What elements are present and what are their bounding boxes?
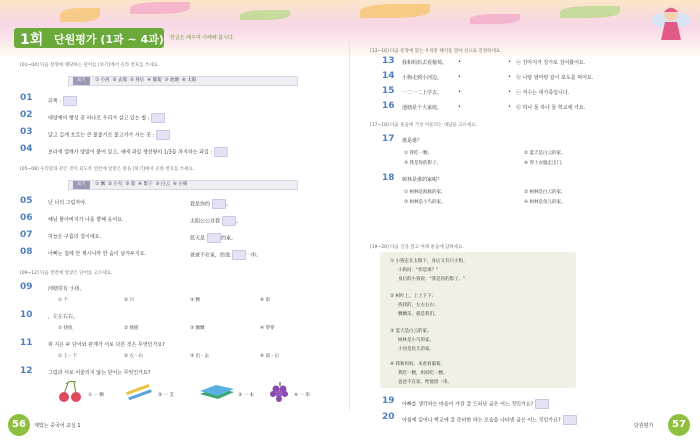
question-number: 19 <box>382 396 395 406</box>
leaf-decoration <box>60 8 100 22</box>
question-18: 树林是谁的家呢？ <box>402 177 443 183</box>
question-11: 위 지은 두 단어와 관계가 서로 다른 것은 무엇인가요? <box>48 342 165 348</box>
passage-3-line: 小河是鱼儿的家。 <box>398 347 434 352</box>
question-06-korean: 해님 할아버지가 나를 향해 웃어요. <box>48 217 124 223</box>
option[interactable]: ① 上 - 下 <box>58 354 77 359</box>
leaf-decoration <box>130 2 190 14</box>
question-number: 07 <box>20 230 33 240</box>
cherries-picture <box>56 380 86 404</box>
passage-1-line: 身后的小狗说："我是你的影子。" <box>398 277 466 282</box>
instruction-01-04: [01~04] 다음 설명에 해당하는 단어를 [보기]에서 골라 번호를 쓰세요. <box>20 63 160 68</box>
question-05-korean: 난 너의 그림자야. <box>48 200 87 206</box>
question-number: 05 <box>20 196 33 206</box>
match-dot[interactable]: • <box>508 74 511 80</box>
word-bank-label: 보기 <box>73 181 90 189</box>
answer-box[interactable] <box>222 216 236 226</box>
match-dot[interactable]: • <box>458 59 461 65</box>
match-option-a: ⓐ 강아지가 강가로 걸어왔어요. <box>516 60 586 66</box>
page-number-right: 57 <box>668 414 690 436</box>
question-number: 09 <box>20 282 33 292</box>
option[interactable]: ④ 前 - 后 <box>260 354 279 359</box>
passage-3-line: ③ 蓝天是白云的家。 <box>390 329 432 334</box>
question-04: 보라색 열매가 양말이 붙어 있고, 새에 과일 쟁선량의 1/3을 차지하는 과일 : <box>48 147 228 157</box>
answer-box[interactable] <box>563 415 577 425</box>
question-number: 18 <box>382 173 395 183</box>
option[interactable]: ② 蓝天是白云的家。 <box>524 151 566 156</box>
question-10: ，左左右右。 <box>48 314 79 320</box>
leaf-decoration <box>560 6 620 18</box>
option[interactable]: ② 树林是白云的家。 <box>524 190 566 195</box>
question-number: 16 <box>382 101 395 111</box>
option[interactable]: ① 一 颗 <box>88 393 104 398</box>
instruction-19-20: [19~20] 다음 글을 읽고 아래 물음에 답하세요. <box>370 245 464 250</box>
option[interactable]: ① 我吃一颗。 <box>404 151 432 156</box>
question-number: 02 <box>20 110 33 120</box>
question-03: 달고 길게 흐르는 큰 물줄기로 물고기가 사는 곳 : <box>48 130 170 140</box>
section-footer: 단원평가 <box>634 423 654 429</box>
question-06-chinese: 太阳公公对我 。 <box>190 216 241 226</box>
word-option: ② 去那 <box>112 78 127 83</box>
word-option: ⑤ 池塘 <box>164 78 179 83</box>
question-number: 11 <box>20 338 33 348</box>
question-number: 01 <box>20 93 33 103</box>
question-number: 04 <box>20 144 33 154</box>
answer-box[interactable] <box>207 233 221 243</box>
passage-2-line: ② 树叶上，上上下下； <box>390 294 436 299</box>
word-option: ④ 葡萄 <box>147 78 162 83</box>
question-05-chinese: 我是你的 。 <box>190 199 231 209</box>
books-picture <box>198 382 236 402</box>
page-number-left: 56 <box>8 414 30 436</box>
word-option: ⑤ 白云 <box>155 182 170 187</box>
question-number: 08 <box>20 247 33 257</box>
header-tip: 한글은 배우며 이해해 봅시다. <box>170 35 235 41</box>
word-bank-1 <box>68 76 298 86</box>
match-option-d: ⓓ 하나 둘 하나 둘 학교에 가요. <box>516 105 586 111</box>
page-divider <box>349 40 350 410</box>
fairy-illustration <box>650 2 692 44</box>
word-option: ⑥ 太阳 <box>181 78 197 83</box>
question-number: 17 <box>382 134 395 144</box>
answer-box[interactable] <box>214 147 228 157</box>
passage-1-line: 小狗问："你是谁？" <box>398 268 439 273</box>
option[interactable]: ① 找找 <box>58 326 73 331</box>
question-number: 12 <box>20 366 33 376</box>
leaf-decoration <box>360 4 430 18</box>
word-option: ① 飘 <box>95 182 106 187</box>
question-17: 谁是谁？ <box>402 138 423 144</box>
passage-4-line: 爸爸不在家，给他留一串。 <box>398 380 452 385</box>
word-option: ② 小鸟 <box>107 182 123 187</box>
instruction-13-16: [13~16] 다음 문장에 맞는 우리말 해석을 찾아 선으로 연결하세요. <box>370 49 502 54</box>
word-option: ④ 影子 <box>138 182 153 187</box>
question-20: 아침에 일어나 학교에 잘 준비한 하는 모습을 나타낸 글은 어느 것인가요? <box>402 415 577 425</box>
question-number: 13 <box>382 56 395 66</box>
question-15: 一二一二上学去。 <box>402 90 443 96</box>
match-option-b: ⓑ 나랑 엄마랑 같이 포도를 먹어요. <box>516 75 594 81</box>
option[interactable]: ④ 穿上衣服走出门。 <box>524 161 566 166</box>
question-07-korean: 하늘은 구름의 집이에요. <box>48 234 102 240</box>
match-dot[interactable]: • <box>508 104 511 110</box>
question-16: 池塘是个大家庭。 <box>402 105 443 111</box>
question-number: 10 <box>20 310 33 320</box>
answer-box[interactable] <box>212 199 226 209</box>
passage-2-line: 找找的，左左右右； <box>398 303 439 308</box>
instruction-09-12: [09~12] 다음 빈칸에 알맞은 단어를 고르세요. <box>20 271 113 276</box>
question-number: 15 <box>382 86 395 96</box>
instruction-05-08: [05~08] 우리말과 같은 것이 되도록 빈칸에 알맞은 말을 [보기]에서 골라 번호를 쓰세요. <box>20 167 195 172</box>
passage-2-line: 飘飘乐，就是我们。 <box>398 312 439 317</box>
page-title: 단원평가 (1과 ~ 4과) <box>54 33 164 46</box>
option[interactable]: ② 摇摇 <box>124 326 139 331</box>
book-title: 재밌는 중국어 교실 1 <box>34 423 81 429</box>
match-option-c: ⓒ 저수는 대가족입니다. <box>516 90 570 96</box>
option[interactable]: ② 左 - 右 <box>124 354 143 359</box>
word-option: ③ 寞 <box>125 182 136 187</box>
word-bank-2 <box>68 180 298 190</box>
question-09: 河塘里有 小鱼。 <box>48 286 85 292</box>
match-dot[interactable]: • <box>458 74 461 80</box>
instruction-17-18: [17~18] 다음 물음에 가장 어울리는 대답을 고르세요. <box>370 123 477 128</box>
option[interactable]: ④ 穿穿 <box>260 326 275 331</box>
match-dot[interactable]: • <box>458 89 461 95</box>
option[interactable]: ④ 串 <box>260 298 270 303</box>
option[interactable]: ③ 我是你的影子。 <box>404 161 441 166</box>
word-bank-label: 보기 <box>73 77 90 85</box>
question-number: 14 <box>382 71 395 81</box>
word-option: ① 小河 <box>95 78 110 83</box>
option[interactable]: ② 只 <box>124 298 134 303</box>
question-08-chinese: 爸爸不在家，给他 一串。 <box>190 250 261 260</box>
option[interactable]: ① 树林是海豚的家。 <box>404 190 446 195</box>
option[interactable]: ③ 树林是小鸟的家。 <box>404 200 446 205</box>
unit-number: 1회 <box>20 32 44 48</box>
leaf-decoration <box>240 10 290 20</box>
match-dot[interactable]: • <box>508 89 511 95</box>
question-02: 태양계의 행성 중 하나로 우리가 살고 있는 별 : <box>48 113 165 123</box>
match-dot[interactable]: • <box>508 59 511 65</box>
answer-box[interactable] <box>63 96 77 106</box>
match-dot[interactable]: • <box>458 104 461 110</box>
option[interactable]: ① 个 <box>58 298 68 303</box>
question-19: 아빠를 생각하는 마음이 가장 잘 드러난 글은 어느 것인가요? <box>402 399 549 409</box>
grapes-picture <box>268 380 292 404</box>
answer-box[interactable] <box>156 130 170 140</box>
passage-4-line: ④ 我和妈妈，来看看葡萄。 <box>390 362 445 367</box>
word-option: ③ 身后 <box>129 78 145 83</box>
word-option: ⑥ 小狗 <box>172 182 188 187</box>
option[interactable]: ③ 出 - 去 <box>190 354 209 359</box>
question-13: 我和妈妈去看葡萄。 <box>402 60 448 66</box>
question-07-chinese: 蓝天是 的家。 <box>190 233 236 243</box>
question-14: 小狗走到小河边。 <box>402 75 443 81</box>
answer-box[interactable] <box>151 113 165 123</box>
question-08-korean: 아빠는 집에 안 계시니까 한 숨이 남겨두지요. <box>48 251 147 257</box>
question-number: 03 <box>20 127 33 137</box>
question-01: 뒤쪽 : <box>48 96 77 106</box>
option[interactable]: ② 一 支 <box>158 393 174 398</box>
question-number: 06 <box>20 213 33 223</box>
passage-4-line: 我吃一颗，妈妈吃一颗。 <box>398 371 448 376</box>
answer-box[interactable] <box>232 250 246 260</box>
option[interactable]: ④ 树林是鱼儿的家。 <box>524 200 566 205</box>
leaf-decoration <box>470 14 520 24</box>
pencils-picture <box>124 382 154 402</box>
passage-3-line: 树林是小鸟的家。 <box>398 338 434 343</box>
answer-box[interactable] <box>535 399 549 409</box>
question-12: 그림과 서로 어울리지 않는 단어는 무엇인가요? <box>48 370 151 376</box>
option[interactable]: ③ 飘飘 <box>190 326 205 331</box>
option[interactable]: ③ 一 本 <box>238 393 254 398</box>
unit-title <box>14 28 164 48</box>
option[interactable]: ④ 一 串 <box>294 393 310 398</box>
passage-1-line: ① 小狗走在太阳下，身后又有只小狗。 <box>390 259 468 264</box>
option[interactable]: ③ 颗 <box>190 298 200 303</box>
question-number: 20 <box>382 412 395 422</box>
